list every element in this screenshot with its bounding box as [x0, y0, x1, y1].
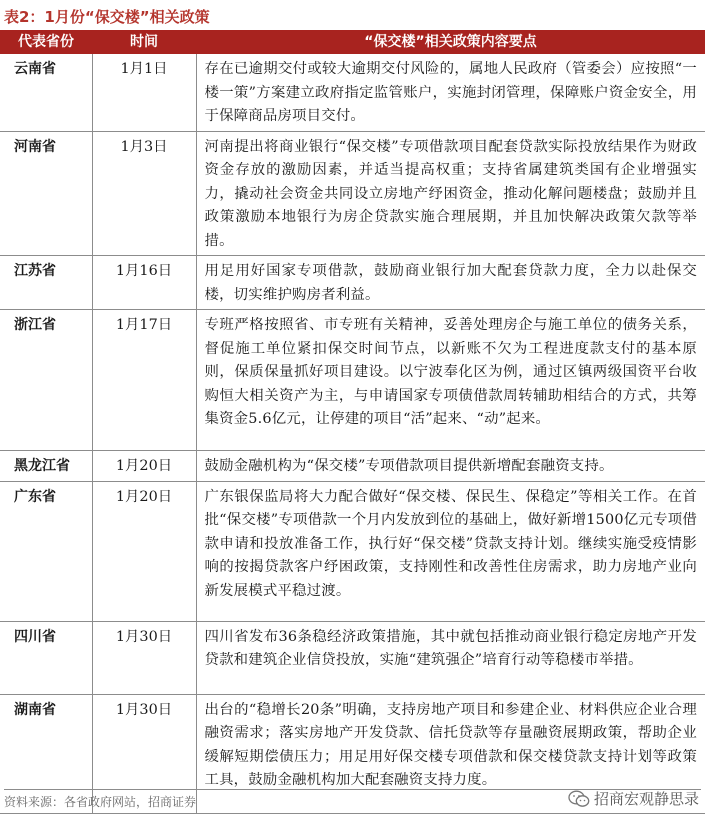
table-row — [0, 481, 705, 621]
province-cell: 湖南省 — [0, 694, 92, 813]
content-cell: 四川省发布36条稳经济政策措施，其中就包括推动商业银行稳定房地产开发贷款和建筑企业信贷投放，实施“建筑强企”培育行动等稳楼市举措。 — [196, 621, 705, 694]
date-cell: 1月16日 — [92, 256, 196, 310]
table-row — [0, 621, 705, 694]
table-title: 表2：1月份“保交楼”相关政策 — [4, 8, 210, 26]
content-cell: 出台的“稳增长20条”明确，支持房地产项目和参建企业、材料供应企业合理融资需求；落实房地产开发贷款、信托贷款等存量融资展期政策，帮助企业缓解短期偿债压力；用足用好保交楼专项借款和保交楼贷款支持计划等政策工具，鼓励金融机构加大配套融资支持力度。 — [196, 694, 705, 813]
date-cell: 1月20日 — [92, 451, 196, 482]
date-cell: 1月1日 — [92, 54, 196, 131]
province-cell: 浙江省 — [0, 310, 92, 451]
province-cell: 四川省 — [0, 621, 92, 694]
content-cell: 鼓励金融机构为“保交楼”专项借款项目提供新增配套融资支持。 — [196, 451, 705, 482]
table-row — [0, 310, 705, 451]
header-province: 代表省份 — [0, 30, 92, 54]
brand-watermark — [568, 788, 699, 809]
date-cell: 1月17日 — [92, 310, 196, 451]
date-cell: 1月3日 — [92, 131, 196, 256]
source-note: 资料来源：各省政府网站，招商证券 — [4, 795, 197, 809]
content-cell: 河南提出将商业银行“保交楼”专项借款项目配套贷款实际投放结果作为财政资金存放的激励因素，并适当提高权重；支持省属建筑类国有企业增强实力，撬动社会资金共同设立房地产纾困资金，推动化解问题楼盘；鼓励并且政策激励本地银行为房企贷款实施合理展期，并且加快解决政策欠款等举措。 — [196, 131, 705, 256]
province-cell: 河南省 — [0, 131, 92, 256]
header-date: 时间 — [92, 30, 196, 54]
province-cell: 黑龙江省 — [0, 451, 92, 482]
content-cell: 广东银保监局将大力配合做好“保交楼、保民生、保稳定”等相关工作。在首批“保交楼”专项借款一个月内发放到位的基础上，做好新增1500亿元专项借款申请和投放准备工作，执行好“保交楼”贷款支持计划。继续实施受疫情影响的按揭贷款客户纾困政策，支持刚性和改善性住房需求，助力房地产业向新发展模式平稳过渡。 — [196, 481, 705, 621]
content-cell: 存在已逾期交付或较大逾期交付风险的，属地人民政府（管委会）应按照“一楼一策”方案建立政府指定监管账户，实施封闭管理，保障账户资金安全，用于保障商品房项目交付。 — [196, 54, 705, 131]
table-row — [0, 256, 705, 310]
table-header-row — [0, 30, 705, 54]
table-row — [0, 451, 705, 482]
footer — [4, 789, 701, 810]
province-cell: 云南省 — [0, 54, 92, 131]
header-content: “保交楼”相关政策内容要点 — [196, 30, 705, 54]
date-cell: 1月30日 — [92, 621, 196, 694]
table-row — [0, 131, 705, 256]
date-cell: 1月30日 — [92, 694, 196, 813]
policy-table — [0, 30, 705, 814]
wechat-icon — [568, 790, 590, 808]
brand-name: 招商宏观静思录 — [593, 790, 699, 808]
table-row — [0, 54, 705, 131]
content-cell: 用足用好国家专项借款，鼓励商业银行加大配套贷款力度，全力以赴保交楼，切实维护购房者利益。 — [196, 256, 705, 310]
date-cell: 1月20日 — [92, 481, 196, 621]
province-cell: 江苏省 — [0, 256, 92, 310]
province-cell: 广东省 — [0, 481, 92, 621]
content-cell: 专班严格按照省、市专班有关精神，妥善处理房企与施工单位的债务关系，督促施工单位紧扣保交时间节点，以新账不欠为工程进度款支付的基本原则，保质保量抓好项目建设。以宁波奉化区为例，通过区镇两级国资平台收购恒大相关资产为主，与申请国家专项债借款周转辅助相结合的方式，共筹集资金5.6亿元，让停建的项目“活”起来、“动”起来。 — [196, 310, 705, 451]
